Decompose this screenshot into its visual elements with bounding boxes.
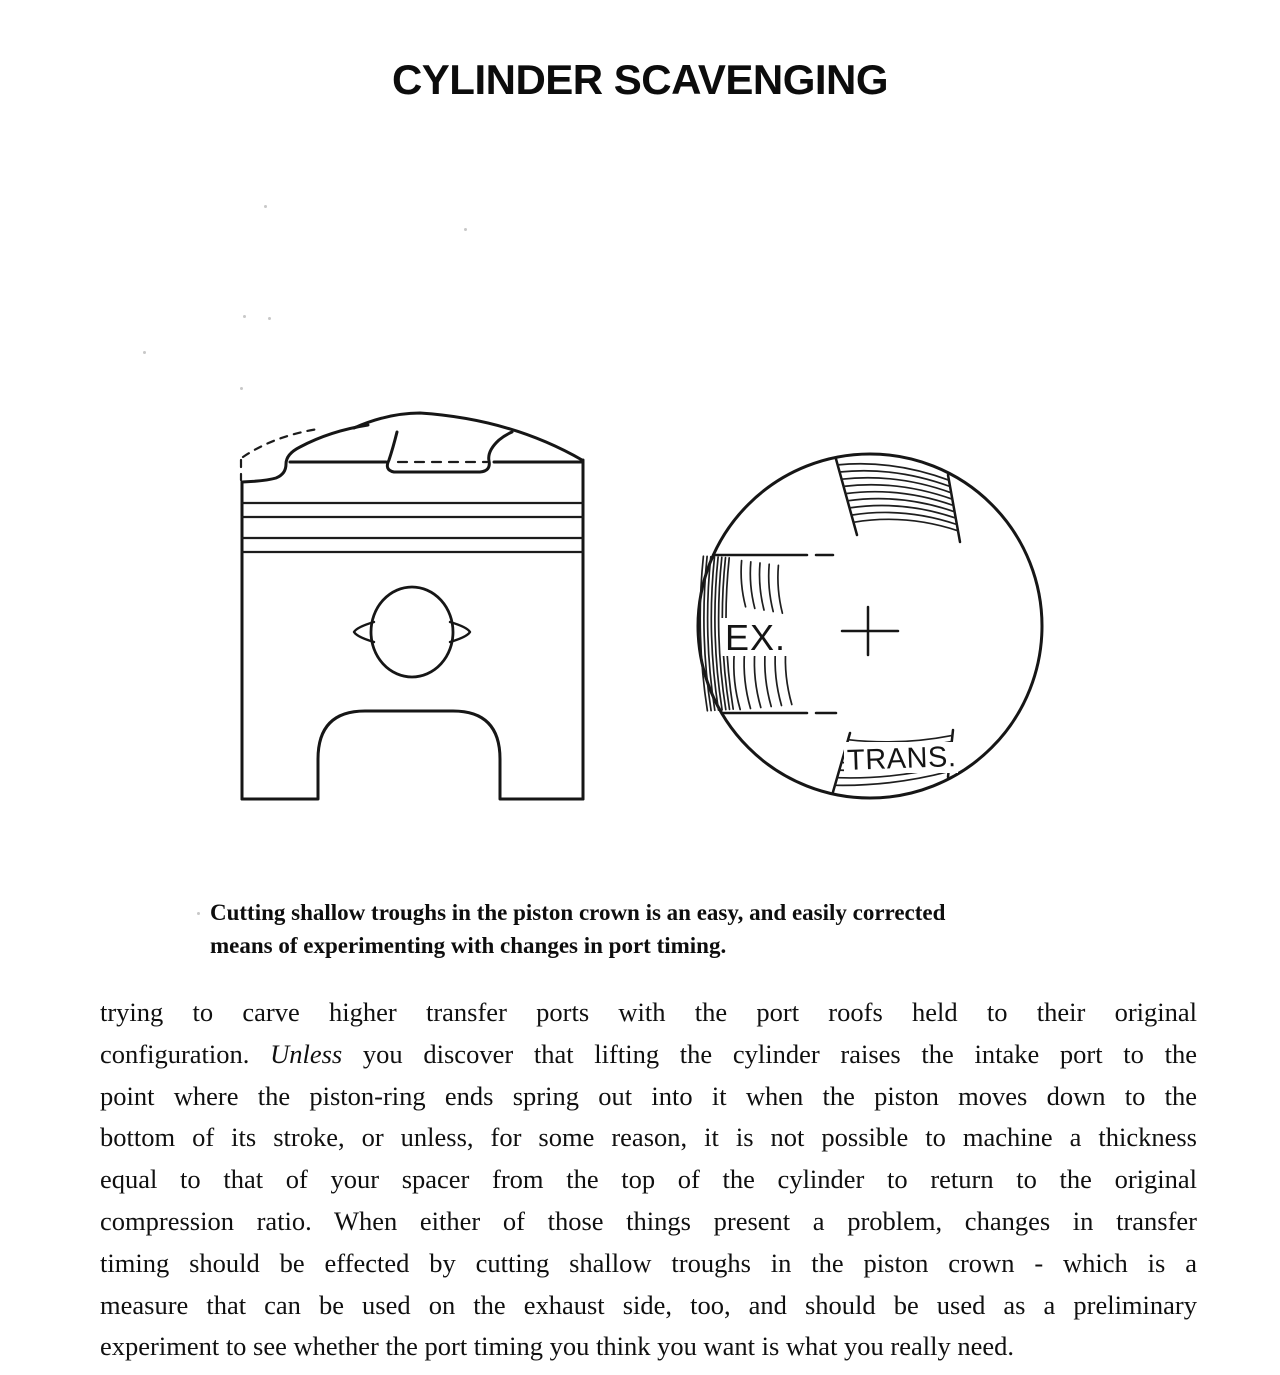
scan-artifact [268, 317, 271, 320]
page-title: CYLINDER SCAVENGING [391, 56, 889, 103]
body-line-2-italic: Unless [270, 1038, 343, 1069]
scan-artifact [240, 387, 243, 390]
piston-side-view-drawing [228, 410, 598, 810]
exhaust-port-label: EX. [725, 617, 787, 658]
scan-artifact [197, 912, 200, 915]
figure-caption [210, 896, 1110, 962]
center-cross-mark [842, 607, 898, 655]
scan-artifact [264, 205, 267, 208]
body-line-2-pre: configuration. [100, 1038, 271, 1069]
body-line-4: bottom of its stroke, or unless, for some reason, it is not possible to machine a thickness [100, 1122, 1197, 1153]
body-line-2-post: you discover that lifting the cylinder raises the intake port to the [342, 1038, 1197, 1069]
body-line-3: point where the piston-ring ends spring out into it when the piston moves down to the [100, 1080, 1197, 1111]
body-line-1: trying to carve higher transfer ports with the port roofs held to their original [100, 997, 1197, 1027]
scan-artifact [464, 228, 467, 231]
body-line-7: timing should be effected by cutting shallow troughs in the piston crown - which is a [100, 1247, 1197, 1278]
figure-caption-line-1: Cutting shallow troughs in the piston crown is an easy, and easily corrected [210, 900, 946, 925]
scan-artifact [143, 351, 146, 354]
body-line-5: equal to that of your spacer from the top of the cylinder to return to the original [100, 1164, 1197, 1195]
body-line-2 [100, 1034, 1197, 1076]
transfer-port-label: TRANS. [846, 741, 957, 777]
body-line-9: experiment to see whether the port timing you think you want is what you really need. [100, 1331, 1015, 1362]
figure-caption-line-2: means of experimenting with changes in port timing. [210, 933, 727, 958]
body-paragraph [100, 992, 1197, 1368]
body-line-6: compression ratio. When either of those things present a problem, changes in transfer [100, 1205, 1197, 1236]
piston-crown-top-view-drawing [695, 448, 1055, 808]
scan-artifact [243, 315, 246, 318]
body-line-8: measure that can be used on the exhaust side, too, and should be used as a preliminary [100, 1289, 1197, 1320]
